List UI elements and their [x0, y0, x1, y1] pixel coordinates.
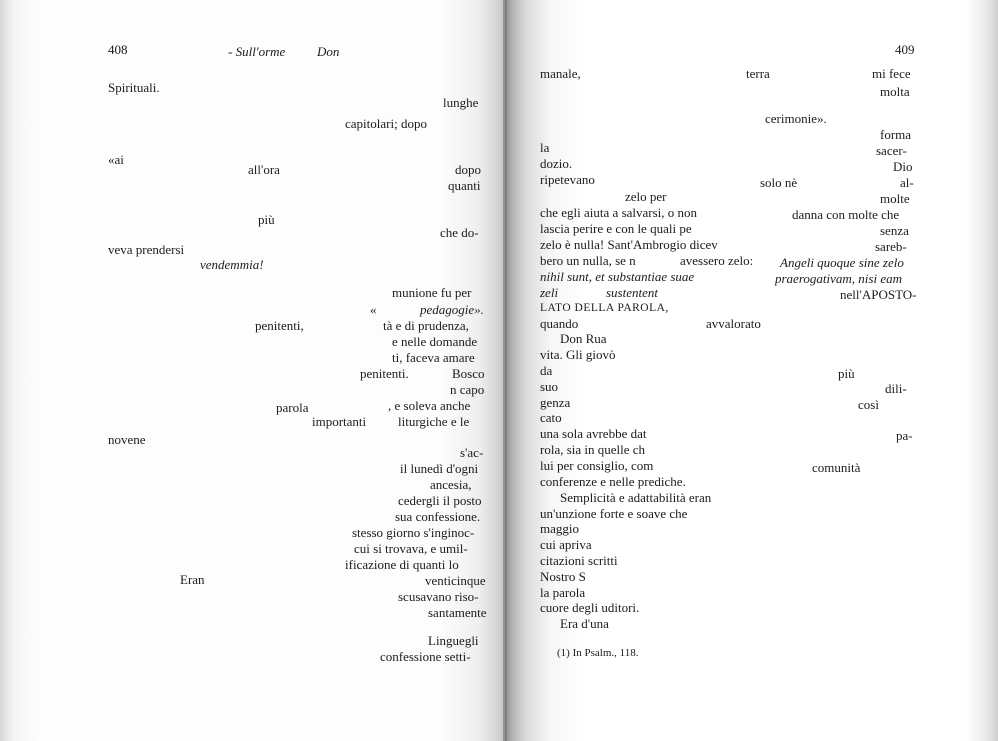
text-line: zelo è nulla! Sant'Ambrogio dicev — [540, 237, 718, 252]
text-line: Bosco — [452, 366, 485, 381]
text-line: tà e di prudenza, — [383, 318, 469, 333]
text-line: ancesia, — [430, 477, 472, 492]
text-line: il lunedì d'ogni — [400, 461, 479, 476]
text-line: una sola avrebbe dat — [540, 426, 647, 441]
running-head: - Sull'orme — [228, 44, 286, 59]
text-line: la — [540, 140, 550, 155]
text-line: stesso giorno s'inginoc- — [352, 525, 475, 540]
text-line: danna con molte che — [792, 207, 900, 222]
text-line: vendemmia! — [200, 257, 264, 272]
text-line: da — [540, 363, 553, 378]
text-line: sustentent — [606, 285, 658, 300]
text-line: dili- — [885, 381, 907, 396]
text-line: lascia perire e con le quali pe — [540, 221, 692, 236]
text-line: cato — [540, 410, 562, 425]
text-line: Semplicità e adattabilità eran — [560, 490, 712, 505]
text-line: citazioni scritti — [540, 553, 618, 568]
footnote: (1) In Psalm., 118. — [557, 647, 639, 659]
text-line: terra — [746, 66, 770, 81]
text-line: comunità — [812, 460, 861, 475]
text-line: più — [258, 212, 275, 227]
text-line: Dio — [893, 159, 913, 174]
text-line: lui per consiglio, com — [540, 458, 654, 473]
text-line: conferenze e nelle prediche. — [540, 474, 686, 489]
text-line: così — [858, 397, 879, 412]
text-line: al- — [900, 175, 914, 190]
text-line: cui si trovava, e umil- — [354, 541, 468, 556]
text-line: santamente — [428, 605, 487, 620]
text-line: Angeli quoque sine zelo — [780, 255, 904, 270]
text-line: cerimonie». — [765, 111, 827, 126]
text-line: un'unzione forte e soave che — [540, 506, 688, 521]
text-line: capitolari; dopo — [345, 116, 427, 131]
text-line: s'ac- — [460, 445, 484, 460]
text-line: praerogativam, nisi eam — [775, 271, 902, 286]
text-line: suo — [540, 379, 559, 394]
text-line: pa- — [896, 428, 913, 443]
text-line: che do- — [440, 225, 479, 240]
text-line: venticinque — [425, 573, 486, 588]
text-line: n capo — [450, 382, 485, 397]
text-line: sacer- — [876, 143, 907, 158]
text-line: più — [838, 366, 855, 381]
text-line: molte — [880, 191, 910, 206]
text-line: nell'APOSTO- — [840, 287, 917, 302]
text-line: cuore degli uditori. — [540, 600, 640, 615]
text-line: sua confessione. — [395, 509, 481, 524]
running-head-2: Don — [317, 44, 340, 59]
text-line: confessione setti- — [380, 649, 471, 664]
text-line: avvalorato — [706, 316, 761, 331]
text-line: Eran — [180, 572, 205, 587]
text-line: rola, sia in quelle ch — [540, 442, 646, 457]
text-line: dopo — [455, 162, 481, 177]
text-line: maggio — [540, 521, 579, 536]
text-line: penitenti, — [255, 318, 304, 333]
text-line: Don Rua — [560, 331, 607, 346]
text-line: scusavano riso- — [398, 589, 479, 604]
text-line: novene — [108, 432, 146, 447]
text-line: veva prendersi — [108, 242, 185, 257]
text-line: avessero zelo: — [680, 253, 754, 268]
text-line: dozio. — [540, 156, 573, 171]
text-line: liturgiche e le — [398, 414, 470, 429]
text-line: pedagogie». — [420, 302, 484, 317]
text-line: quando — [540, 316, 579, 331]
page-number-right: 409 — [895, 42, 915, 57]
text-line: « — [370, 302, 377, 317]
text-line: manale, — [540, 66, 581, 81]
text-line: Spirituali. — [108, 80, 160, 95]
text-line: LATO DELLA PAROLA, — [540, 302, 669, 314]
text-line: vita. Gli giovò — [540, 347, 616, 362]
text-line: importanti — [312, 414, 367, 429]
text-line: all'ora — [248, 162, 280, 177]
text-line: Nostro S — [540, 569, 586, 584]
text-line: genza — [540, 395, 571, 410]
text-line: Era d'una — [560, 616, 609, 631]
page-number-left: 408 — [108, 42, 128, 57]
text-line: mi fece — [872, 66, 911, 81]
book-gutter — [503, 0, 507, 741]
text-line: ti, faceva amare — [392, 350, 475, 365]
text-line: che egli aiuta a salvarsi, o non — [540, 205, 698, 220]
text-line: cui apriva — [540, 537, 592, 552]
text-line: , e soleva anche — [388, 398, 471, 413]
text-line: molta — [880, 84, 910, 99]
text-line: parola — [276, 400, 309, 415]
text-line: e nelle domande — [392, 334, 478, 349]
text-line: Linguegli — [428, 633, 479, 648]
text-line: cedergli il posto — [398, 493, 482, 508]
text-line: lunghe — [443, 95, 479, 110]
text-line: penitenti. — [360, 366, 409, 381]
text-line: ripetevano — [540, 172, 595, 187]
text-line: quanti — [448, 178, 481, 193]
text-line: munione fu per — [392, 285, 472, 300]
text-line: «ai — [108, 152, 124, 167]
text-line: nihil sunt, et substantiae suae — [540, 269, 695, 284]
text-line: bero un nulla, se n — [540, 253, 636, 268]
text-line: zelo per — [625, 189, 667, 204]
text-line: la parola — [540, 585, 586, 600]
text-line: senza — [880, 223, 909, 238]
text-line: forma — [880, 127, 912, 142]
text-line: solo nè — [760, 175, 798, 190]
text-line: ificazione di quanti lo — [345, 557, 459, 572]
text-line: sareb- — [875, 239, 907, 254]
text-line: zeli — [540, 285, 559, 300]
